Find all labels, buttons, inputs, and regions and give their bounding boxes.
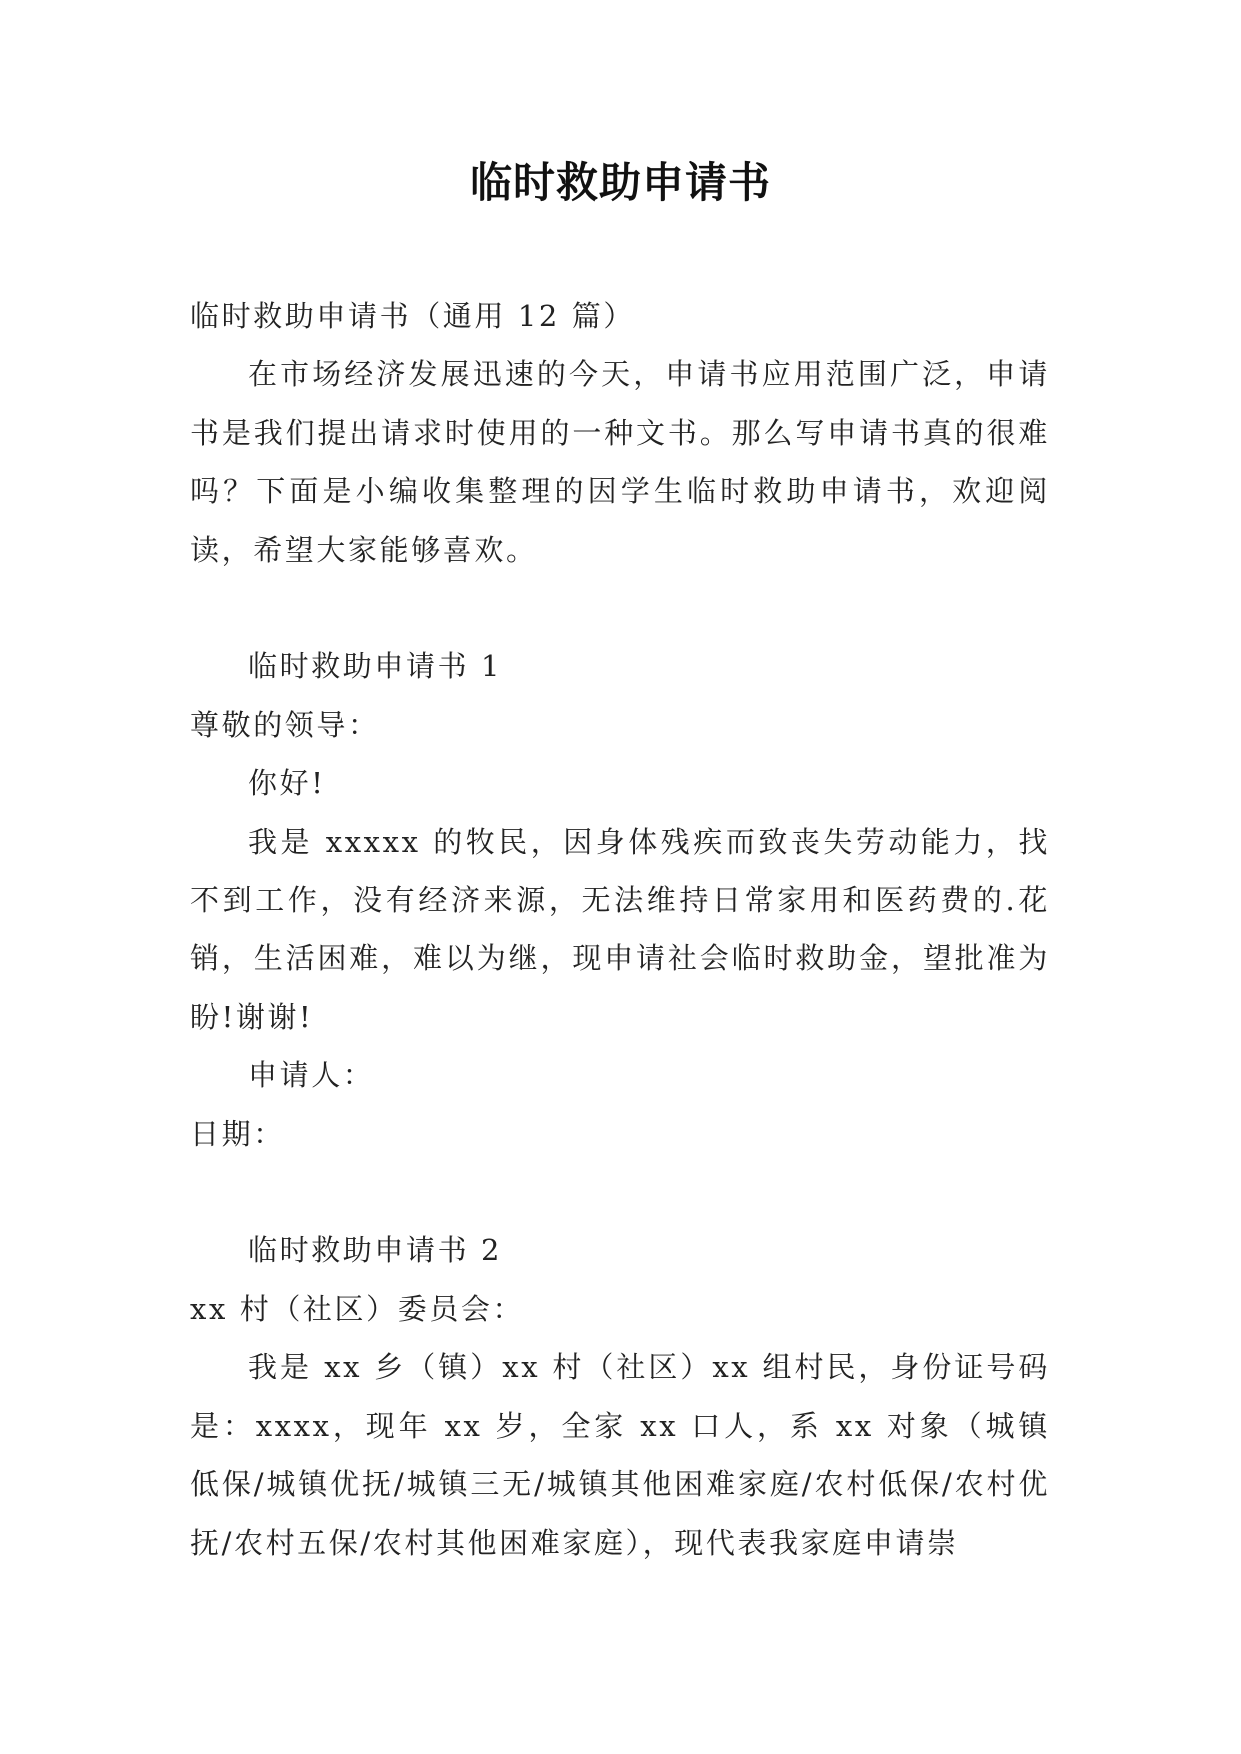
section-spacer (190, 579, 1050, 637)
document-body (190, 287, 1050, 1572)
section-1-applicant: 申请人： (248, 1058, 375, 1093)
section-2-salutation: xx 村（社区）委员会： (190, 1291, 525, 1326)
section-1-greeting: 你好! (248, 766, 326, 801)
document-subtitle: 临时救助申请书（通用 12 篇） (190, 299, 635, 333)
section-2-heading: 临时救助申请书 2 (248, 1233, 503, 1268)
section-1-body: 我是 xxxxx 的牧民，因身体残疾而致丧失劳动能力，找不到工作，没有经济来源，无法维持日常家用和医药费的.花销，生活困难，难以为继，现申请社会临时救助金，望批准为盼!谢谢! (190, 824, 1050, 1034)
intro-paragraph: 在市场经济发展迅速的今天，申请书应用范围广泛，申请书是我们提出请求时使用的一种文书。那么写申请书真的很难吗？下面是小编收集整理的因学生临时救助申请书，欢迎阅读，希望大家能够喜欢。 (190, 357, 1050, 567)
section-2-body: 我是 xx 乡（镇）xx 村（社区）xx 组村民，身份证号码是：xxxx，现年 xx 岁，全家 xx 口人，系 xx 对象（城镇低保/城镇优抚/城镇三无/城镇其他困难家庭/农村低保/农村优抚/农村五保/农村其他困难家庭），现代表我家庭申请崇 (190, 1350, 1050, 1560)
section-spacer (190, 1163, 1050, 1221)
section-1-salutation: 尊敬的领导： (190, 707, 380, 742)
document-title: 临时救助申请书 (469, 158, 771, 207)
section-1-date: 日期： (190, 1116, 285, 1151)
section-1-heading: 临时救助申请书 1 (248, 649, 503, 684)
